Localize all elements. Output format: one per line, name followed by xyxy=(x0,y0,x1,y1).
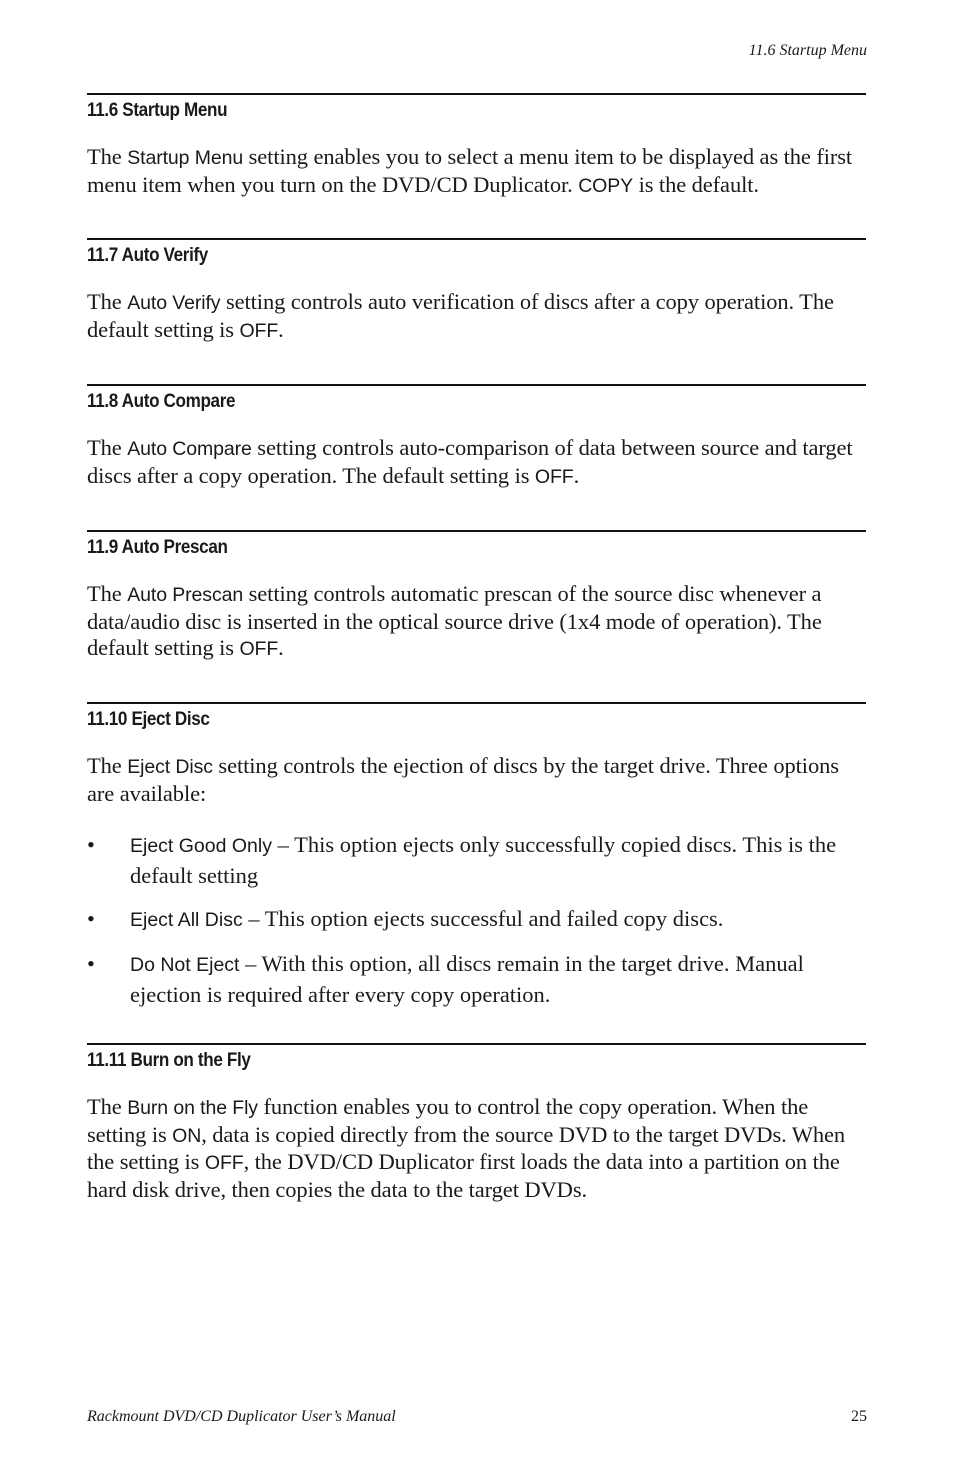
section-heading: 11.10 Eject Disc xyxy=(87,709,210,730)
section-divider xyxy=(87,1043,866,1045)
section-auto-compare xyxy=(87,384,866,513)
ui-term: Eject All Disc xyxy=(130,908,243,931)
section-heading: 11.8 Auto Compare xyxy=(87,391,236,412)
list-item: • Eject Good Only – This option ejects only successfully copied discs. This is the default setting xyxy=(87,831,837,888)
ui-term: OFF xyxy=(239,319,279,342)
section-divider xyxy=(87,702,866,704)
section-body: The Eject Disc setting controls the ejection of discs by the target drive. Three options are available: xyxy=(87,753,839,806)
section-body: The Startup Menu setting enables you to select a menu item to be displayed as the first menu item when you turn on the DVD/CD Duplicator. COPY is the default. xyxy=(87,144,853,197)
section-auto-verify xyxy=(87,238,866,367)
bullet-icon: • xyxy=(87,831,95,857)
section-divider xyxy=(87,384,866,386)
ui-term: Auto Compare xyxy=(127,438,252,460)
running-header: 11.6 Startup Menu xyxy=(748,42,867,59)
section-auto-prescan xyxy=(87,530,866,685)
section-heading: 11.11 Burn on the Fly xyxy=(87,1050,251,1071)
ui-term: Do Not Eject xyxy=(130,953,240,976)
section-burn-on-the-fly xyxy=(87,1043,866,1226)
section-divider xyxy=(87,238,866,240)
running-footer: Rackmount DVD/CD Duplicator User’s Manual xyxy=(87,1408,396,1425)
ui-term: Auto Verify xyxy=(127,292,221,314)
ui-term: Burn on the Fly xyxy=(127,1097,258,1119)
ui-term: OFF xyxy=(534,465,574,488)
section-body: The Auto Verify setting controls auto verification of discs after a copy operation. The default setting is OFF. xyxy=(87,289,834,342)
ui-term: COPY xyxy=(578,174,634,197)
ui-term: ON xyxy=(172,1124,202,1147)
section-body: The Auto Compare setting controls auto-comparison of data between source and target discs after a copy operation. The default setting is OFF. xyxy=(87,435,853,488)
ui-term: OFF xyxy=(239,638,279,660)
bullet-icon: • xyxy=(87,905,95,931)
section-heading: 11.9 Auto Prescan xyxy=(87,537,228,558)
section-startup-menu xyxy=(87,93,866,222)
bullet-icon: • xyxy=(87,950,95,976)
section-divider xyxy=(87,530,866,532)
section-heading: 11.6 Startup Menu xyxy=(87,100,228,121)
ui-term: Eject Good Only xyxy=(130,834,272,857)
ui-term: Auto Prescan xyxy=(127,584,244,606)
eject-options-list xyxy=(87,830,866,1009)
ui-term: Eject Disc xyxy=(127,756,213,778)
ui-term: OFF xyxy=(204,1152,244,1174)
section-divider xyxy=(87,93,866,95)
ui-term: Startup Menu xyxy=(127,147,244,169)
list-item: • Eject All Disc – This option ejects successful and failed copy discs. xyxy=(87,905,724,931)
section-body: The Burn on the Fly function enables you to control the copy operation. When the setting is ON, data is copied directly from the source DVD to the target DVDs. When the setting is OFF, the DVD/CD Duplicator first loads the data into a partition on the hard disk drive, then copies the data to the target DVDs. xyxy=(87,1094,846,1202)
section-heading: 11.7 Auto Verify xyxy=(87,245,208,266)
list-item: • Do Not Eject – With this option, all discs remain in the target drive. Manual ejection is required after every copy operation. xyxy=(87,950,804,1007)
page-number: 25 xyxy=(851,1408,867,1425)
section-eject-disc xyxy=(87,702,866,1023)
section-body: The Auto Prescan setting controls automatic prescan of the source disc whenever a data/audio disc is inserted in the optical source drive (1x4 mode of operation). The default setting is OFF. xyxy=(87,581,822,660)
